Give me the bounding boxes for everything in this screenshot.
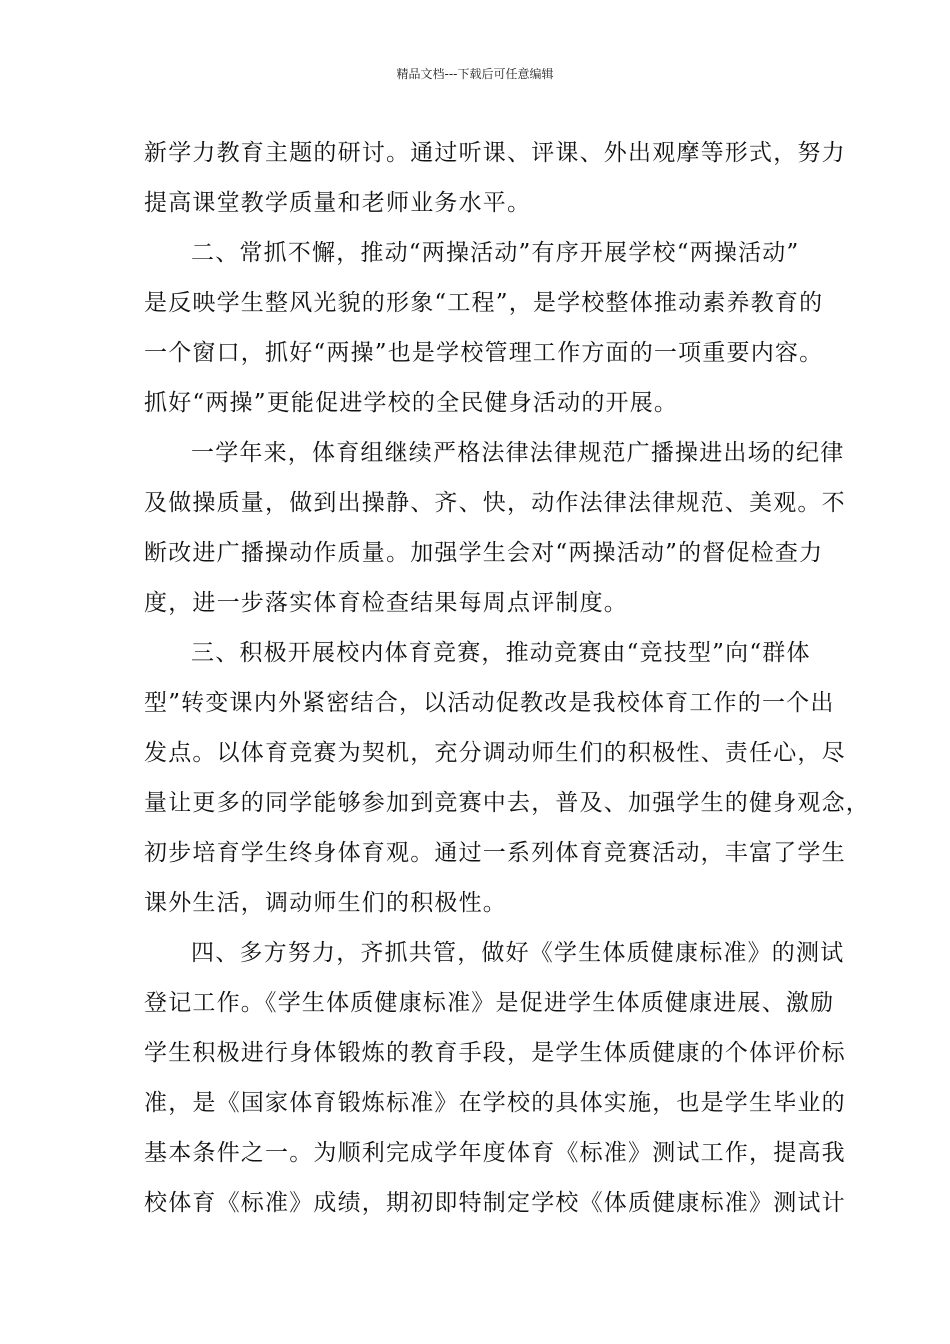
- page-header: 精品文档---下载后可任意编辑: [396, 67, 554, 81]
- text-line: 断改进广播操动作质量。加强学生会对“两操活动”的督促检查力: [144, 540, 824, 566]
- text-line: 提高课堂教学质量和老师业务水平。: [144, 190, 532, 216]
- text-line: 三、积极开展校内体育竞赛，推动竞赛由“竞技型”向“群体: [191, 640, 811, 666]
- text-line: 一个窗口，抓好“两操”也是学校管理工作方面的一项重要内容。: [144, 340, 824, 366]
- text-line: 是反映学生整风光貌的形象“工程”，是学校整体推动素养教育的: [144, 290, 824, 316]
- text-line: 抓好“两操”更能促进学校的全民健身活动的开展。: [144, 390, 679, 416]
- document-body: [144, 128, 870, 1228]
- text-line: 四、多方努力，齐抓共管，做好《学生体质健康标准》的测试: [191, 940, 845, 966]
- text-line: 度，进一步落实体育检查结果每周点评制度。: [144, 590, 628, 616]
- text-line: 二、常抓不懈，推动“两操活动”有序开展学校“两操活动”: [191, 240, 800, 266]
- text-line: 课外生活，调动师生们的积极性。: [144, 890, 507, 916]
- text-line: 新学力教育主题的研讨。通过听课、评课、外出观摩等形式，努力: [144, 140, 846, 166]
- text-line: 量让更多的同学能够参加到竞赛中去，普及、加强学生的健身观念，: [144, 790, 870, 816]
- text-line: 准，是《国家体育锻炼标准》在学校的具体实施，也是学生毕业的: [144, 1090, 846, 1116]
- text-line: 及做操质量，做到出操静、齐、快，动作法律法律规范、美观。不: [144, 490, 846, 516]
- text-line: 基本条件之一。为顺利完成学年度体育《标准》测试工作，提高我: [144, 1140, 846, 1166]
- text-line: 一学年来，体育组继续严格法律法律规范广播操进出场的纪律: [191, 440, 845, 466]
- text-line: 型”转变课内外紧密结合，以活动促教改是我校体育工作的一个出: [144, 690, 835, 716]
- text-line: 发点。以体育竞赛为契机，充分调动师生们的积极性、责任心，尽: [144, 740, 846, 766]
- text-line: 初步培育学生终身体育观。通过一系列体育竞赛活动，丰富了学生: [144, 840, 846, 866]
- text-line: 登记工作。《学生体质健康标准》是促进学生体质健康进展、激励: [144, 990, 835, 1016]
- text-line: 学生积极进行身体锻炼的教育手段，是学生体质健康的个体评价标: [144, 1040, 846, 1066]
- text-line: 校体育《标准》成绩，期初即特制定学校《体质健康标准》测试计: [144, 1190, 846, 1216]
